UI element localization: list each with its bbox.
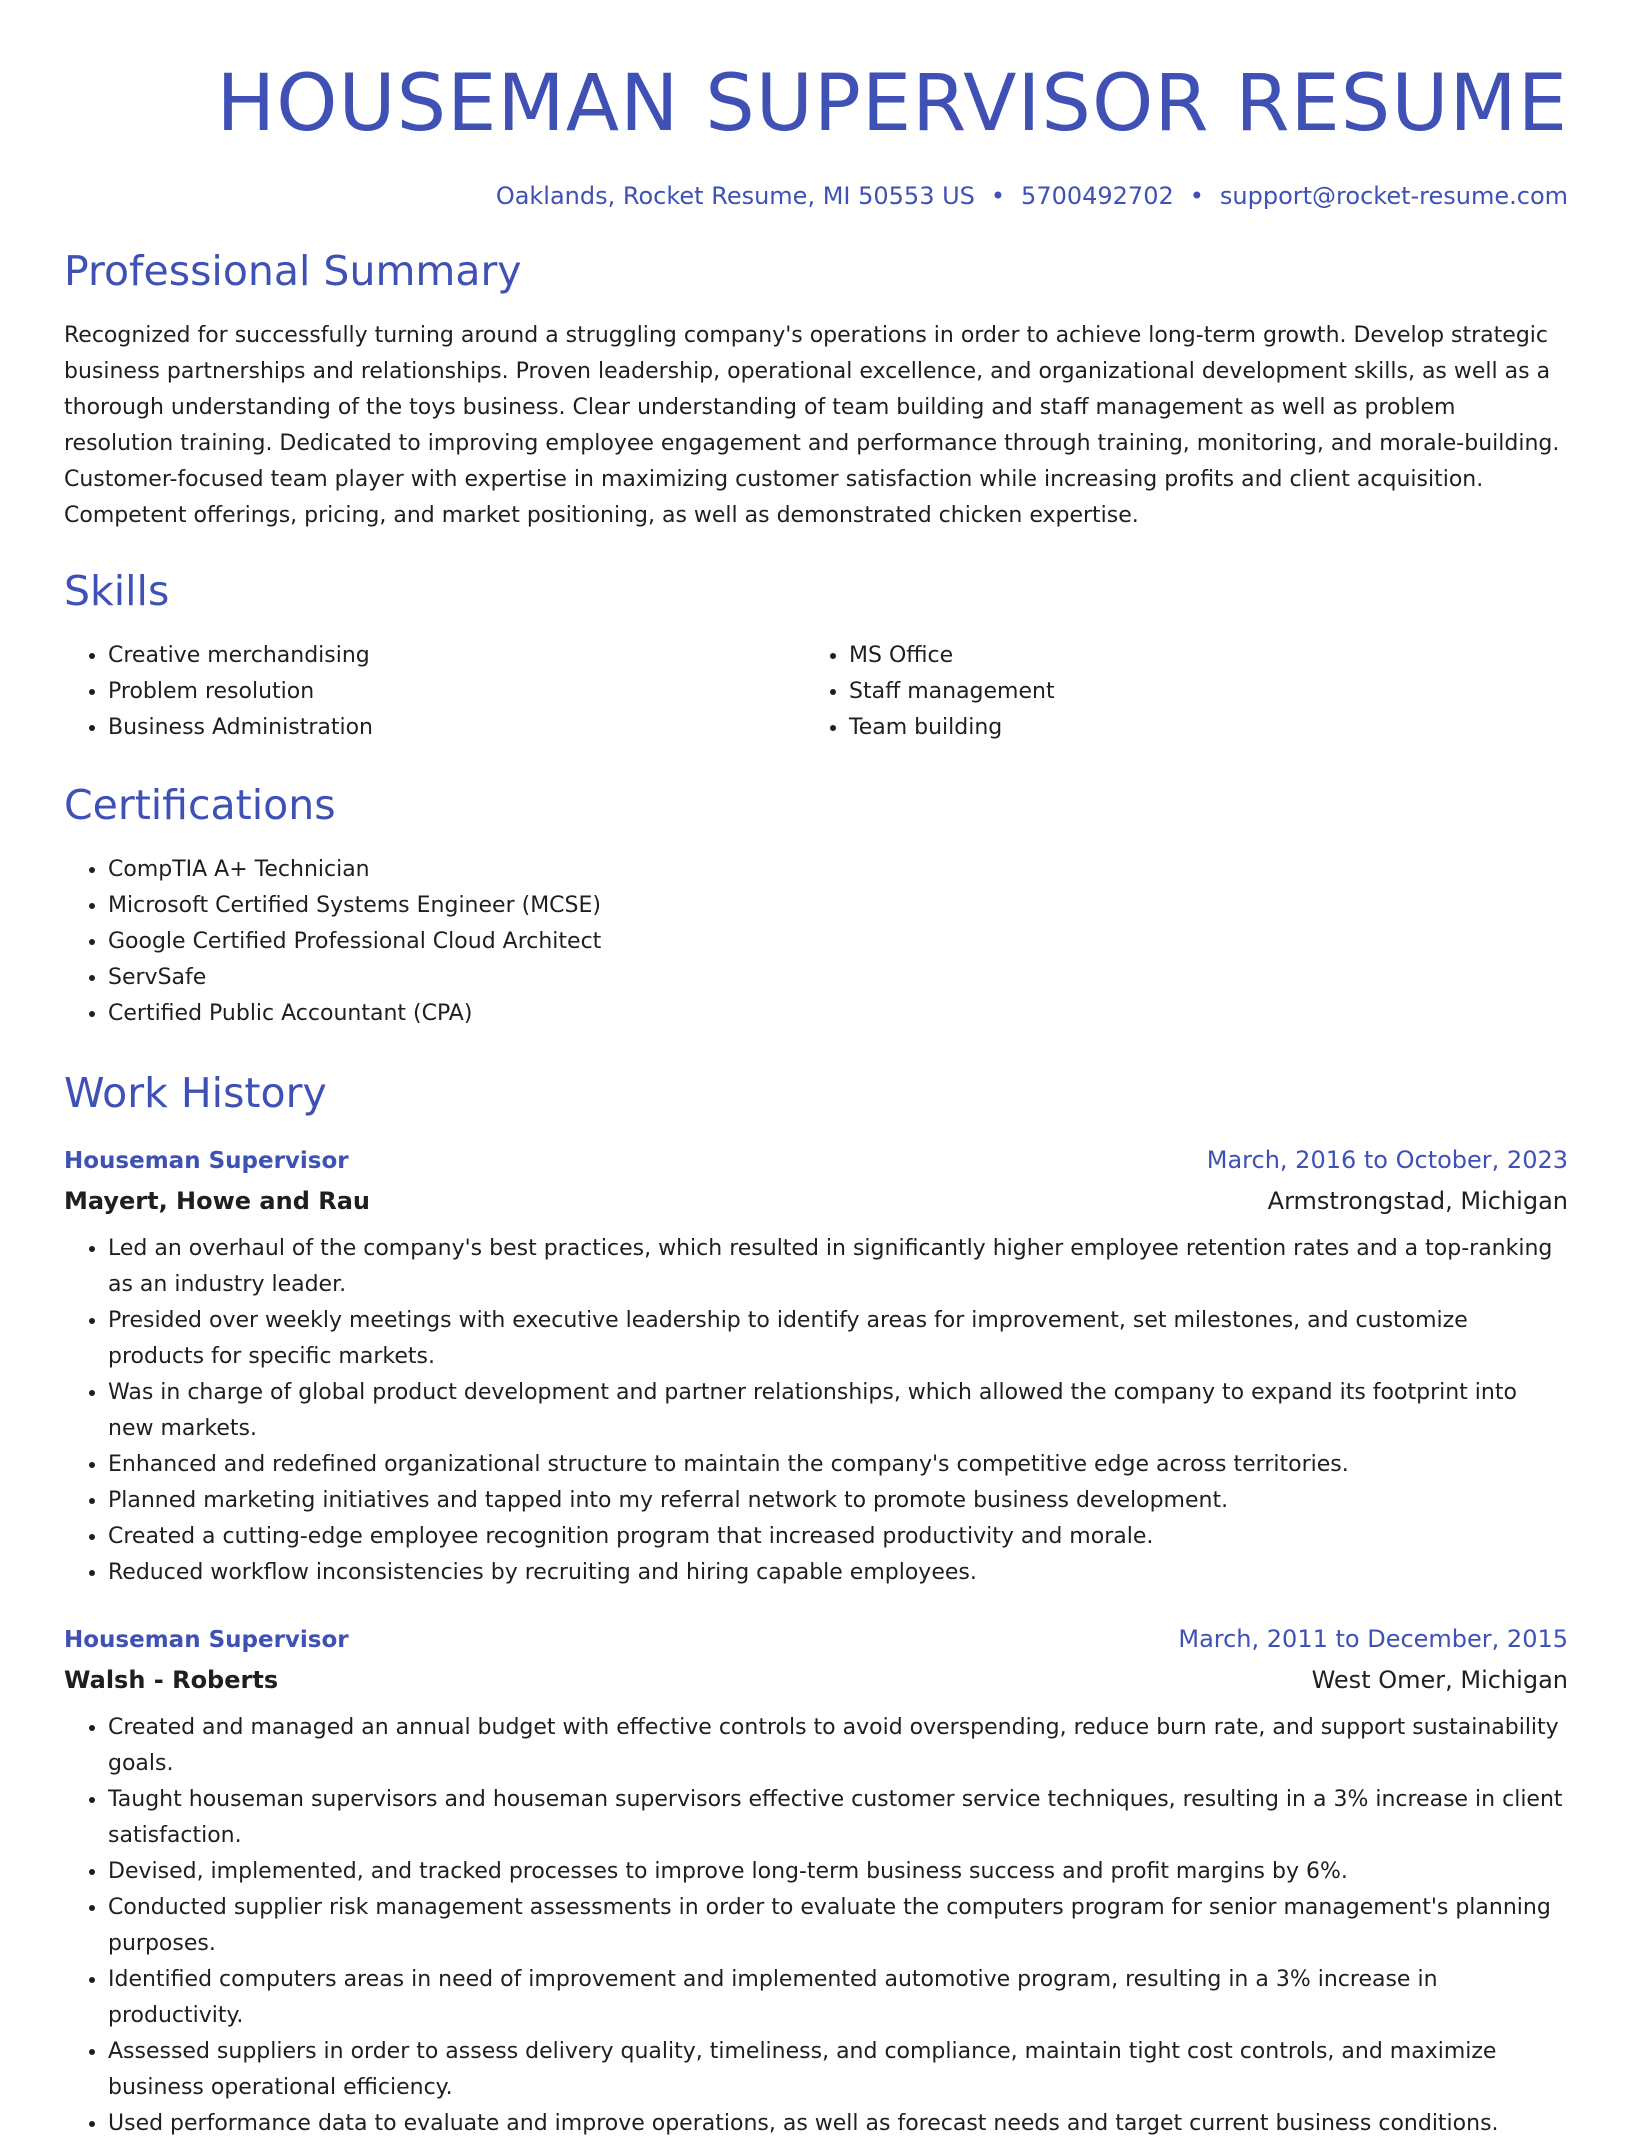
job-subheader [64,1660,1568,1700]
job-bullet: • Was in charge of global product development and partner relationships, which allowed the company to expand its footprint into new markets. [108,1375,1568,1447]
job-bullet: • Used performance data to evaluate and improve operations, as well as forecast needs and target current business conditions. [108,2106,1568,2142]
summary-text: Recognized for successfully turning around a struggling company's operations in order to achieve long-term growth. Develop strategic business partnerships and relationships. Proven leadership, operational excellence, and organizational development skills, as well as a thorough understanding of the toys business. Clear understanding of team building and staff management as well as problem resolution training. Dedicated to improving employee engagement and performance through training, monitoring, and morale-building. Customer-focused team player with expertise in maximizing customer satisfaction while increasing profits and client acquisition. Competent offerings, pricing, and market positioning, as well as demonstrated chicken expertise. [64,323,1560,528]
job-bullet: • Presided over weekly meetings with executive leadership to identify areas for improvement, set milestones, and customize products for specific markets. [108,1303,1568,1375]
contact-email: support@rocket-resume.com [1219,182,1568,210]
job-company: Mayert, Howe and Rau [64,1187,370,1215]
job-bullets [64,1231,1568,1591]
section-title-summary: Professional Summary [64,247,522,295]
skills-column-right [805,638,1546,746]
job-bullet: • Led an overhaul of the company's best practices, which resulted in significantly higher employee retention rates and a top-ranking as an industry leader. [108,1231,1568,1303]
job-bullet: • Identified computers areas in need of improvement and implemented automotive program, resulting in a 3% increase in productivity. [108,1962,1568,2034]
job-bullet: • Created and managed an annual budget with effective controls to avoid overspending, reduce burn rate, and support sustainability goals. [108,1710,1568,1782]
job-location: Armstrongstad, Michigan [1267,1187,1568,1215]
certification-item: • ServSafe [108,960,1568,996]
section-title-skills: Skills [64,567,170,615]
job-company: Walsh - Roberts [64,1666,279,1694]
certifications-list [64,852,1568,1032]
contact-address: Oaklands, Rocket Resume, MI 50553 US [495,182,975,210]
job-bullet: • Reduced workflow inconsistencies by recruiting and hiring capable employees. [108,1555,1568,1591]
job-location: West Omer, Michigan [1311,1666,1568,1694]
certification-item: • CompTIA A+ Technician [108,852,1568,888]
job-header [64,1140,1568,1181]
skill-item: • Staff management [849,674,1546,710]
section-title-work-history: Work History [64,1069,327,1117]
certification-item: • Google Certified Professional Cloud Architect [108,924,1568,960]
certification-item: • Microsoft Certified Systems Engineer (MCSE) [108,888,1568,924]
skill-item: • Creative merchandising [108,638,805,674]
contact-separator: • [990,182,1006,210]
job-header [64,1619,1568,1660]
job-dates: March, 2011 to December, 2015 [1178,1625,1568,1653]
job-entry [64,1140,1568,1591]
contact-phone: 5700492702 [1021,182,1174,210]
contact-separator: • [1189,182,1204,210]
skill-item: • MS Office [849,638,1546,674]
skill-item: • Problem resolution [108,674,805,710]
job-bullet: • Planned marketing initiatives and tapped into my referral network to promote business development. [108,1483,1568,1519]
skill-item: • Business Administration [108,710,805,746]
job-title: Houseman Supervisor [64,1627,349,1653]
job-bullet: • Conducted supplier risk management assessments in order to evaluate the computers program for senior management's planning purposes. [108,1890,1568,1962]
skill-item: • Team building [849,710,1546,746]
job-bullet: • Enhanced and redefined organizational structure to maintain the company's competitive edge across territories. [108,1447,1568,1483]
resume-title: HOUSEMAN SUPERVISOR RESUME [216,59,1568,149]
contact-line [64,178,1568,214]
job-bullet: • Assessed suppliers in order to assess delivery quality, timeliness, and compliance, maintain tight cost controls, and maximize business operational efficiency. [108,2034,1568,2106]
job-bullets [64,1710,1568,2142]
job-bullet: • Taught houseman supervisors and houseman supervisors effective customer service techniques, resulting in a 3% increase in client satisfaction. [108,1782,1568,1854]
certification-item: • Certified Public Accountant (CPA) [108,996,1568,1032]
job-subheader [64,1181,1568,1221]
job-entry [64,1619,1568,2142]
section-title-certifications: Certifications [64,781,336,829]
job-dates: March, 2016 to October, 2023 [1206,1146,1568,1174]
skills-list [64,638,1568,746]
job-bullet: • Devised, implemented, and tracked processes to improve long-term business success and profit margins by 6%. [108,1854,1568,1890]
job-title: Houseman Supervisor [64,1148,349,1174]
job-bullet: • Created a cutting-edge employee recognition program that increased productivity and morale. [108,1519,1568,1555]
skills-column-left [64,638,805,746]
